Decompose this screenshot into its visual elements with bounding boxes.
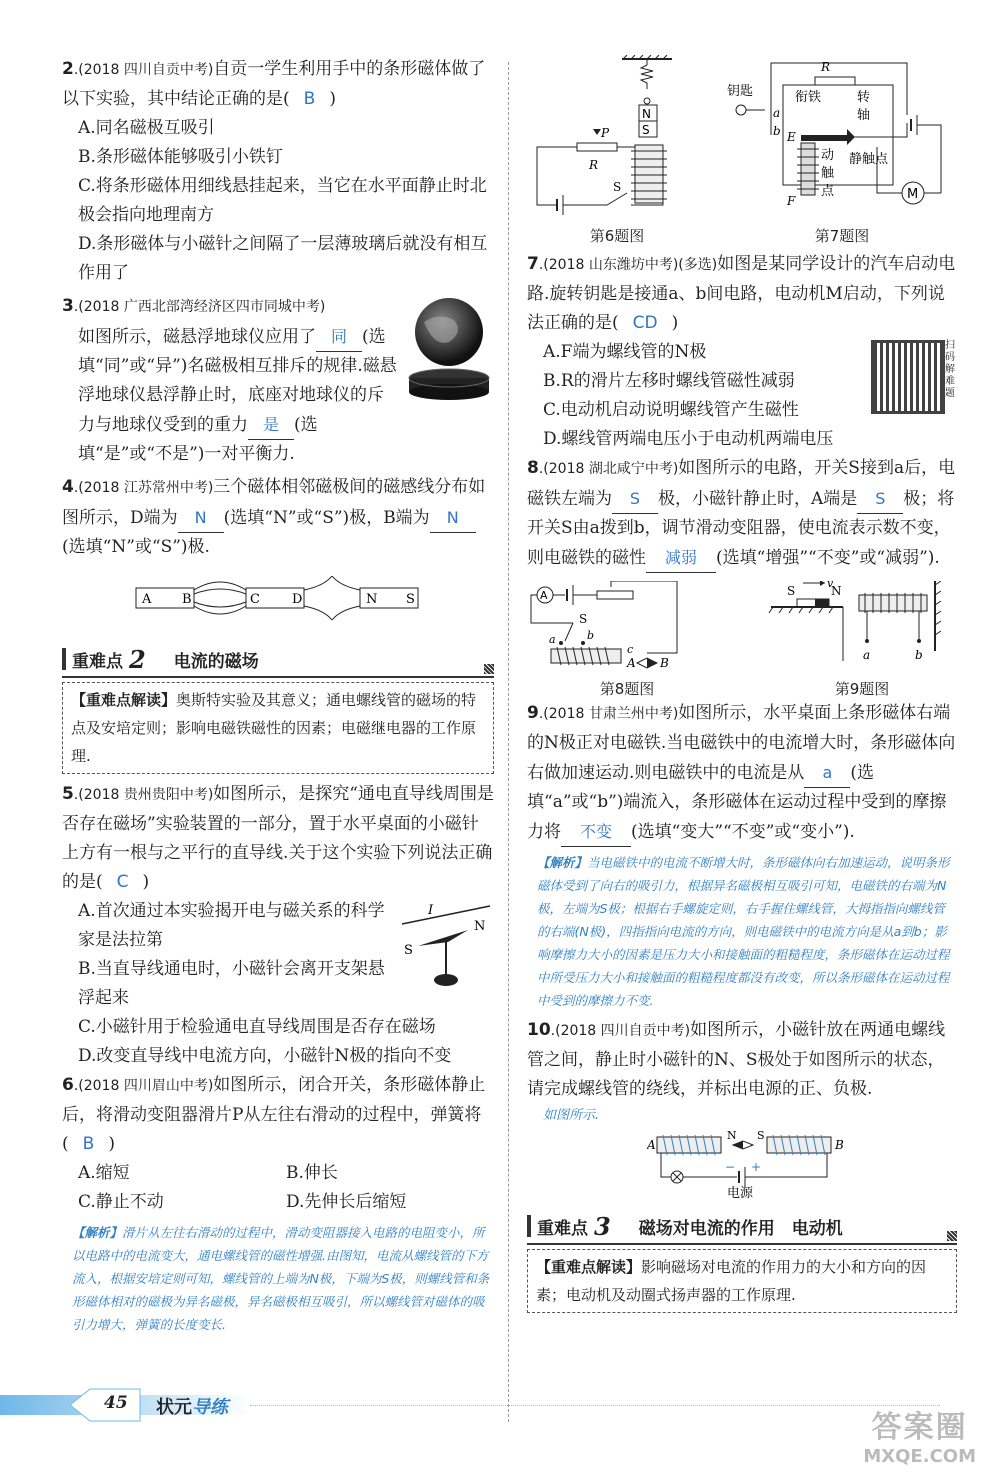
paren: ) (671, 313, 679, 333)
question-text: (选填“变大”“不变”或“变小”). (631, 822, 855, 842)
analysis (537, 851, 957, 1012)
answer-blank: S (857, 484, 903, 514)
terminal-b-label: b (773, 124, 781, 138)
figures-6-7 (527, 55, 957, 250)
figure-7-caption: 第7题图 (814, 227, 870, 245)
column-divider (508, 62, 509, 1422)
answer-blank: 同 (316, 322, 362, 352)
paren: ) (108, 1134, 115, 1154)
brand-part-a: 状元 (156, 1397, 192, 1418)
moving-contact-label: 点 (821, 184, 835, 199)
paren: ) (142, 872, 150, 892)
question-4 (62, 473, 494, 622)
ammeter-label: A (540, 589, 548, 602)
section-header-3 (527, 1209, 957, 1245)
question-text: (选填“是”或“不是”)一对平衡力. (78, 415, 318, 464)
analysis-text: 滑片从左往右滑动的过程中，滑动变阻器接入电路的电阻变小，所以电路中的电流变大，通电螺线管的磁性增强.由图知，电流从螺线管的下方流入，根据安培定则可知，螺线管的上端为N极，下端为S极，则螺线管和条形磁体相对的磁极为异名磁极，异名磁极相互吸引，所以螺线管对磁体的吸引力增大，弹簧的长度变长. (72, 1225, 490, 1332)
figure-9-setup (767, 581, 957, 673)
answer-text: 如图所示. (543, 1108, 600, 1123)
compass-under-wire-figure (398, 902, 494, 992)
answer-blank: 是 (248, 410, 294, 440)
pole-s-label: S (642, 123, 650, 137)
section-title: 磁场对电流的作用 电动机 (638, 1218, 843, 1239)
end-a-label: A (647, 1138, 656, 1152)
question-source: .(2018 四川眉山中考) (73, 1078, 214, 1094)
terminal-b-label: b (587, 629, 595, 642)
solenoids-figure (647, 1131, 847, 1201)
question-number: 5 (62, 784, 74, 804)
watermark-logo-text: 答案圈 (871, 1410, 968, 1445)
question-source: .(2018 四川自贡中考) (73, 62, 214, 78)
analysis (72, 1221, 494, 1336)
motor-m-label: M (907, 187, 919, 202)
pole-label: D (292, 592, 303, 607)
terminal-f-label: F (787, 194, 796, 208)
question-text: 极，小磁针静止时，A端是 (658, 489, 858, 509)
needle-a-label: A (627, 656, 636, 670)
section-bar (62, 648, 66, 670)
question-stem: 如图是某同学设计的汽车启动电路.旋转钥匙是接通a、b间电路，电动机M启动，下列说法正确的是( (527, 254, 956, 333)
question-number: 8 (527, 458, 539, 478)
section-tag: 重难点 (537, 1218, 588, 1239)
question-8 (527, 454, 957, 573)
option: A.F端为螺线管的N极 (543, 342, 707, 362)
footer-dotted-line (250, 1405, 940, 1406)
question-stem: 自贡一学生利用手中的条形磁体做了以下实验，其中结论正确的是( (62, 59, 486, 109)
figure-6-circuit (527, 55, 707, 220)
positive-label: + (751, 1160, 762, 1174)
pole-label: B (182, 592, 192, 607)
qr-code (871, 340, 945, 414)
qr-mini-icon (947, 1231, 957, 1241)
option: A.首次通过本实验揭开电与磁关系的科学家是法拉第 (78, 901, 385, 950)
figure-9 (767, 581, 957, 699)
shaft-label: 轴 (857, 108, 871, 123)
question-stem: 如图所示，闭合开关，条形磁体静止后，将滑动变阻器滑片P从左往右滑动的过程中，弹簧将( (62, 1075, 486, 1154)
option: C.电动机启动说明螺线管产生磁性 (543, 400, 799, 420)
pole-label: A (142, 592, 152, 607)
note-label: 【重难点解读】 (71, 691, 177, 709)
question-text: 三个磁体相邻磁极间的磁感线分布如图所示，D端为 (62, 477, 486, 528)
end-b-label: B (835, 1138, 844, 1152)
question-source: .(2018 四川自贡中考) (550, 1023, 691, 1039)
section-bar (527, 1215, 531, 1237)
answer-blank: 减弱 (646, 543, 716, 573)
section-header-2 (62, 642, 494, 678)
option: C.静止不动 (78, 1192, 164, 1212)
rheostat-r-label: R (589, 158, 599, 172)
question-text: 如图所示，磁悬浮地球仪应用了 (78, 327, 316, 347)
option: B.条形磁体能够吸引小铁钉 (78, 147, 283, 167)
question-stem: 如图所示，小磁针放在两通电螺线管之间，静止时小磁针的N、S极处于如图所示的状态，请完成螺线管的绕线，并标出电源的正、负极. (527, 1020, 946, 1099)
brand-part-b: 导练 (192, 1397, 228, 1418)
pole-label: N (366, 592, 378, 607)
option: B.当直导线通电时，小磁针会离开支架悬浮起来 (78, 959, 385, 1008)
note-text: 影响磁场对电流的作用力的大小和方向的因素；电动机及动圈式扬声器的工作原理. (536, 1258, 927, 1304)
figure-8 (527, 581, 727, 699)
question-text: (选填“增强”“不变”或“减弱”). (716, 548, 940, 568)
answer: B (303, 89, 316, 109)
pole-label: C (250, 592, 260, 607)
answer-blank: N (178, 503, 224, 533)
analysis-label: 【解析】 (537, 855, 588, 870)
answer: C (116, 872, 129, 892)
left-column (62, 55, 494, 1340)
moving-contact-label: 触 (821, 166, 835, 181)
answer: B (82, 1134, 95, 1154)
terminal-a-label: a (773, 106, 781, 120)
terminal-a-label: a (549, 633, 556, 646)
power-source-label: 电源 (727, 1186, 754, 1201)
key-label: 钥匙 (727, 84, 754, 99)
pole-n-label: N (727, 1131, 737, 1142)
question-stem: 如图所示，是探究“通电直导线周围是否存在磁场”实验装置的一部分，置于水平桌面的小磁针上方有一根与之平行的直导线.关于这个实验下列说法正确的是( (62, 784, 494, 892)
answer-blank: S (612, 484, 658, 514)
question-number: 2 (62, 59, 74, 79)
question-source: .(2018 甘肃兰州中考) (538, 706, 679, 722)
question-number: 9 (527, 703, 539, 723)
key-point-note (527, 1249, 957, 1313)
paren: ) (329, 89, 336, 109)
figure-7-circuit (727, 55, 957, 220)
qr-caption: 扫码解难题 (945, 340, 955, 399)
rheostat-r-label: R (821, 60, 831, 74)
answer-blank: N (430, 503, 476, 533)
pole-s-label: S (404, 943, 413, 958)
question-source: .(2018 山东潍坊中考)(多选) (538, 257, 718, 273)
shaft-label: 转 (857, 90, 871, 105)
note-text: 奥斯特实验及其意义；通电螺线管的磁场的特点及安培定则；影响电磁铁磁性的因素；电磁继电器的工作原理. (71, 691, 477, 765)
switch-s-label: S (613, 180, 622, 194)
question-text: 如图所示的电路，开关S接到a后，电磁铁左端为 (527, 458, 956, 509)
analysis-text: 当电磁铁中的电流不断增大时，条形磁体向右加速运动，说明条形磁体受到了向右的吸引力，根据异名磁极相互吸引可知，电磁铁的右端为N极，左端为S极；根据右手螺旋定则，右手握住螺线管，大拇指指向螺线管的右端(N极)，四指指向电流的方向，则电磁铁中的电流方向是从a到b；影响摩擦力大小的因素是压力大小和接触面的粗糙程度，条形磁体在运动过程中所受压力大小和接触面的粗糙程度都没有改变，所以条形磁体在运动过程中受到的摩擦力不变. (537, 855, 950, 1008)
pole-s-label: S (787, 584, 796, 598)
figure-6-caption: 第6题图 (589, 227, 645, 245)
moving-contact-label: 动 (821, 148, 835, 163)
figure-9-caption: 第9题图 (834, 680, 890, 698)
option: A.同名磁极互吸引 (78, 118, 215, 138)
option: A.缩短 (78, 1163, 130, 1183)
armature-label: 衔铁 (795, 90, 822, 105)
magnetic-field-lines-figure (134, 576, 434, 622)
question-9 (527, 699, 957, 1012)
question-text: (选填“a”或“b”)端流入，条形磁体在运动过程中受到的摩擦力将 (527, 763, 947, 842)
note-label: 【重难点解读】 (536, 1258, 642, 1276)
section-tag: 重难点 (72, 651, 123, 672)
question-number: 7 (527, 254, 539, 274)
answer: CD (632, 313, 658, 333)
question-3 (62, 292, 494, 469)
question-6 (62, 1071, 494, 1336)
needle-b-label: B (660, 656, 669, 670)
question-source: .(2018 广西北部湾经济区四市同城中考) (73, 299, 326, 315)
figure-8-caption: 第8题图 (599, 680, 655, 698)
answer-blank: 不变 (561, 817, 631, 847)
key-point-note (62, 682, 494, 774)
option: D.螺线管两端电压小于电动机两端电压 (543, 429, 834, 449)
option: C.将条形磁体用细线悬挂起来，当它在水平面静止时北极会指向地理南方 (78, 176, 487, 225)
question-text: (选填“N”或“S”)极. (62, 537, 210, 557)
question-text: 如图所示，水平桌面上条形磁体右端的N极正对电磁铁.当电磁铁中的电流增大时，条形磁体向右做加速运动.则电磁铁中的电流是从 (527, 703, 956, 783)
option: D.先伸长后缩短 (286, 1192, 407, 1212)
figure-7 (727, 55, 957, 250)
current-label: I (428, 903, 434, 918)
section-number: 2 (129, 644, 146, 674)
section-title: 电流的磁场 (173, 651, 259, 672)
watermark (863, 1402, 976, 1467)
section-number: 3 (594, 1211, 611, 1241)
static-contact-label: 静触点 (849, 152, 889, 167)
question-text: (选填“同”或“异”)名磁极相互排斥的规律.磁悬浮地球仪悬浮静止时，底座对地球仪的斥力与地球仪受到的重力 (78, 327, 397, 435)
option: C.小磁针用于检验通电直导线周围是否存在磁场 (78, 1017, 436, 1037)
question-number: 4 (62, 477, 74, 497)
pole-n-label: N (642, 107, 651, 121)
question-number: 6 (62, 1075, 74, 1095)
option: D.改变直导线中电流方向，小磁针N极的指向不变 (78, 1046, 452, 1066)
question-5 (62, 780, 494, 1071)
watermark-url: MXQE.COM (863, 1446, 976, 1467)
question-2 (62, 55, 494, 288)
brand-name (156, 1393, 228, 1419)
page-footer (0, 1385, 1000, 1430)
figures-8-9 (527, 581, 957, 699)
terminal-a-label: a (863, 648, 871, 662)
question-text: 极；将开关S由a拨到b，调节滑动变阻器，使电流表示数不变，则电磁铁的磁性 (527, 489, 955, 568)
question-7 (527, 250, 957, 454)
pole-label: S (406, 592, 415, 607)
maglev-globe-photo (404, 292, 494, 402)
option: D.条形磁体与小磁针之间隔了一层薄玻璃后就没有相互作用了 (78, 234, 488, 283)
pole-n-label: N (474, 919, 486, 934)
analysis-label: 【解析】 (72, 1225, 123, 1240)
question-number: 3 (62, 296, 74, 316)
velocity-label: v (827, 581, 834, 590)
pole-n-label: N (831, 584, 842, 598)
question-source: .(2018 贵州贵阳中考) (73, 787, 214, 803)
terminal-e-label: E (787, 130, 796, 144)
right-column (527, 55, 957, 1319)
terminal-b-label: b (915, 648, 923, 662)
page-number: 45 (104, 1393, 128, 1413)
answer-blank: a (804, 758, 850, 788)
question-10 (527, 1016, 957, 1201)
question-text: (选填“N”或“S”)极，B端为 (223, 508, 430, 528)
question-number: 10 (527, 1020, 551, 1040)
switch-s-label: S (579, 612, 588, 626)
qr-mini-icon (484, 664, 494, 674)
question-source: .(2018 江苏常州中考) (73, 480, 214, 496)
figure-6 (527, 55, 707, 250)
option: B.R的滑片左移时螺线管磁性减弱 (543, 371, 795, 391)
question-source: .(2018 湖北咸宁中考) (538, 461, 679, 477)
terminal-c-label: c (627, 643, 634, 656)
slider-p-label: P (601, 126, 610, 140)
figure-8-circuit (527, 581, 727, 673)
option: B.伸长 (286, 1163, 338, 1183)
negative-label: − (725, 1160, 736, 1174)
pole-s-label: S (757, 1131, 765, 1142)
